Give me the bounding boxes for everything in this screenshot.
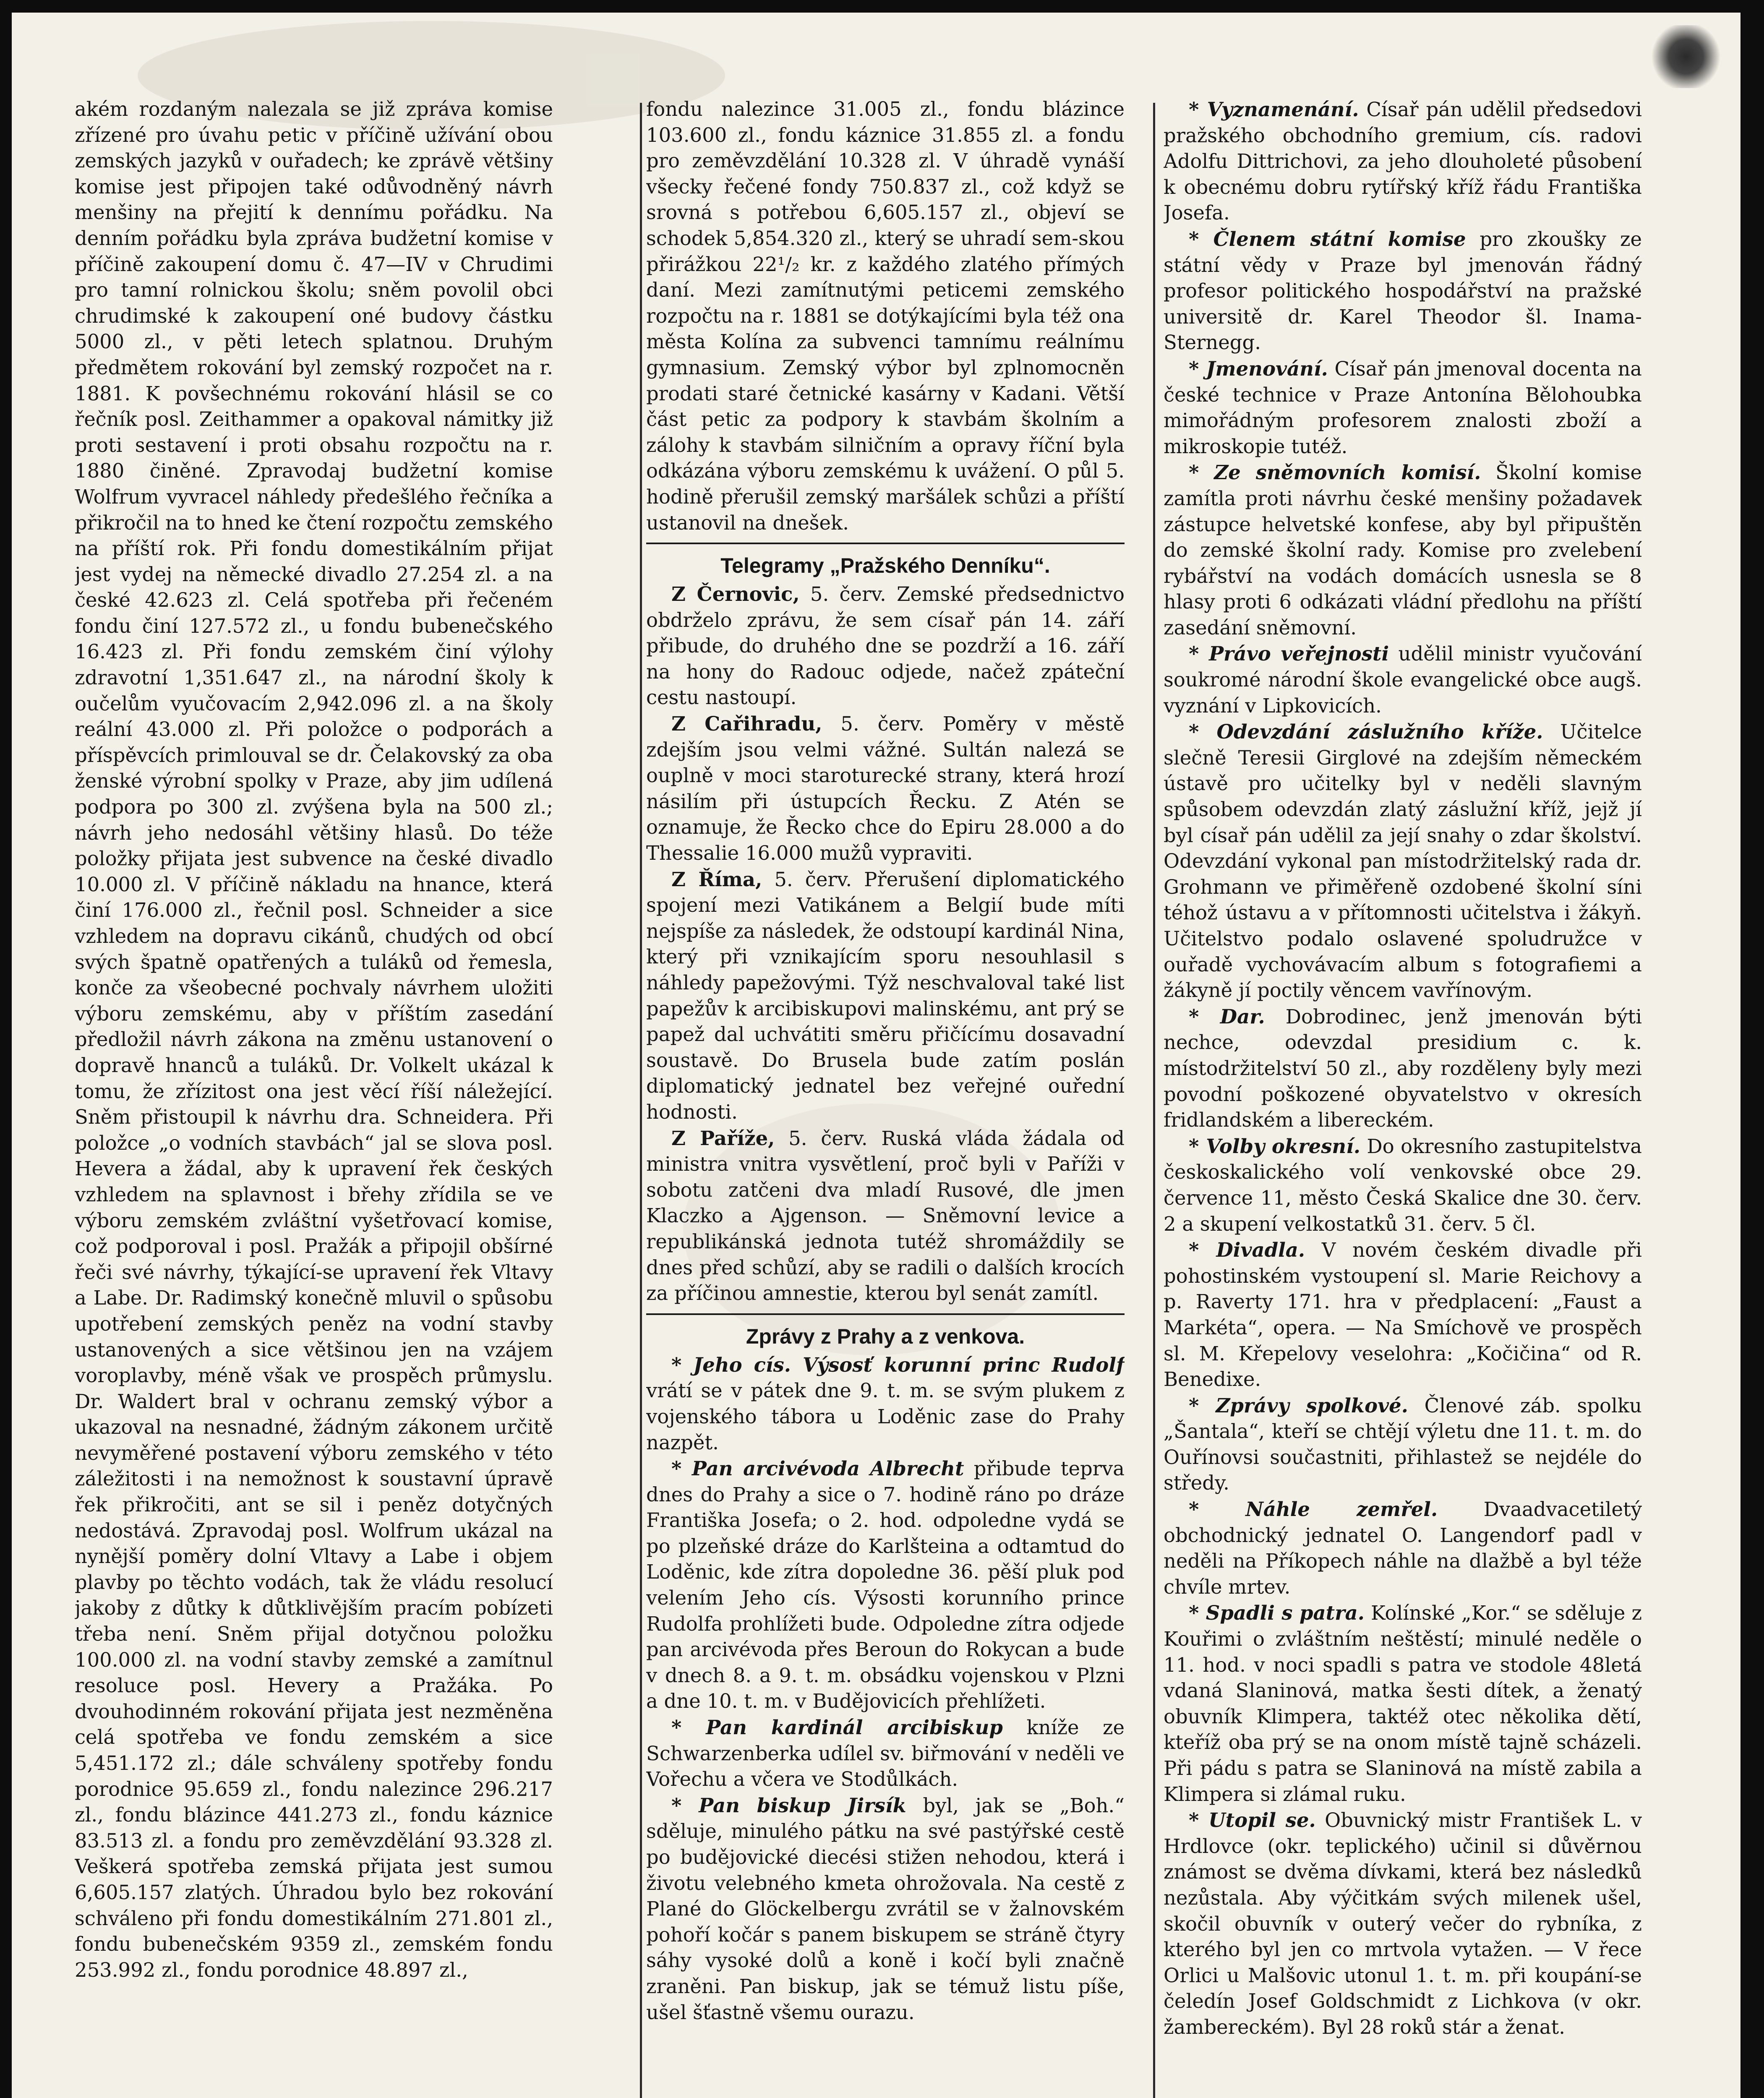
paragraph-lead: * Volby okresní. xyxy=(1189,1134,1361,1158)
paragraph-lead: * Spadli s patra. xyxy=(1189,1601,1365,1625)
section-divider xyxy=(646,543,1125,544)
article-paragraph xyxy=(1164,1393,1642,1496)
article-paragraph xyxy=(646,711,1125,866)
paragraph-lead: * Pan kardinál arcibiskup xyxy=(671,1716,1003,1739)
article-paragraph xyxy=(1164,1496,1642,1600)
paragraph-lead: * Utopil se. xyxy=(1189,1808,1316,1832)
article-paragraph xyxy=(75,97,553,1983)
article-paragraph xyxy=(646,1352,1125,1456)
section-divider xyxy=(646,1313,1125,1315)
paragraph-lead: Z Paříže, xyxy=(671,1126,775,1150)
paragraph-lead: * Náhle zemřel. xyxy=(1189,1498,1438,1521)
paragraph-lead: Z Cařihradu, xyxy=(671,712,822,736)
paragraph-text: 5. červ. Zemské předsednictvo obdrželo zprávu, že sem císař pán 14. září přibude, do druhého dne se pozdrží a 16. září na hony do Radouc odjede, načež zpáteční cestu nastoupí. xyxy=(646,583,1125,709)
article-paragraph xyxy=(646,1714,1125,1793)
paragraph-lead: * Pan biskup Jirsík xyxy=(671,1793,906,1817)
paragraph-lead: * Divadla. xyxy=(1189,1238,1305,1262)
paragraph-text: 5. červ. Poměry v městě zdejším jsou velmi vážné. Sultán nalezá se ouplně v moci staroturecké strany, která hrozí násilím při ústupcích Řecku. Z Atén se oznamuje, že Řecko chce do Epiru 28.000 a do Thessalie 16.000 mužů vypraviti. xyxy=(646,712,1125,865)
newspaper-page xyxy=(12,13,1741,2098)
paragraph-text: Obuvnický mistr František L. v Hrdlovce (okr. teplického) učinil si důvěrnou známost se dvěma dívkami, která bez následků nezůstala. Aby výčitkám svých milenek ušel, skočil obuvník v outerý večer do rybníka, z kterého byl jen co mrtvola vytažen. — V řece Orlici u Malšovic utonul 1. t. m. při koupání-se čeledín Josef Goldschmidt z Lichkova (v okr. žambereckém). Byl 28 roků stár a ženat. xyxy=(1164,1809,1642,2038)
paragraph-text: Dvaadvacetiletý obchodnický jednatel O. Langendorf padl v neděli na Příkopech náhle na dlažbě a byl téže chvíle mrtev. xyxy=(1164,1498,1642,1598)
column-1 xyxy=(75,97,553,2098)
article-paragraph xyxy=(1164,459,1642,641)
paragraph-lead: * Ze sněmovních komisí. xyxy=(1189,461,1481,484)
section-heading: Telegramy „Pražského Denníku“. xyxy=(720,554,1050,578)
paragraph-text: přibude teprva dnes do Prahy a sice o 7. hodině ráno po dráze Františka Josefa; o 2. hod. odpoledne vydá se po plzeňské dráze do Karlšteina a odtamtud do Loděnic, kde zítra dopoledne 36. pěší pluk pod velením Jeho cís. Výsosti korunního prince Rudolfa prohlížeti bude. Odpoledne zítra odjede pan arcivévoda přes Beroun do Rokycan a bude v dnech 8. a 9. t. m. obsádku vojenskou v Plzni a dne 10. t. m. v Budějovicích přehlížeti. xyxy=(646,1457,1125,1713)
article-paragraph xyxy=(1164,1807,1642,2040)
article-paragraph xyxy=(646,866,1125,1125)
paragraph-lead: Z Černovic, xyxy=(671,582,800,606)
article-paragraph xyxy=(1164,1237,1642,1393)
paragraph-lead: * Jmenování. xyxy=(1189,357,1328,380)
article-paragraph xyxy=(646,1456,1125,1714)
paragraph-text: 5. červ. Ruská vláda žádala od ministra vnitra vysvětlení, proč byli v Paříži v sobotu zatčeni dva mladí Rusové, dle jmen Klaczko a Ajgenson. — Sněmovní levice a republikánská jednota tutéž shromáždily se dnes před schůzí, aby se radili o dalších krocích za příčinou amnestie, kterou byl senát zamítl. xyxy=(646,1127,1125,1305)
paragraph-text: byl, jak se „Boh.“ sděluje, minulého pátku na své pastýřské cestě po budějovické diecési stižen nehodou, která i životu velebného kmeta ohrožovala. Na cestě z Plané do Glöckelbergu zvrátil se v žalnovském pohoří kočár s panem biskupem se stráně čtyry sáhy vysoké dolů a koně i kočí byli značně zraněni. Pan biskup, jak se témuž listu píše, ušel šťastně všemu ourazu. xyxy=(646,1794,1125,2024)
paragraph-text: Školní komise zamítla proti návrhu české menšiny požadavek zástupce helvetské konfese, aby byl připuštěn do zemské školní rady. Komise pro zvelebení rybářství na vodách domácích usnesla se 8 hlasy proti 6 odkázati vládní předlohu na příští zasedání sněmovní. xyxy=(1164,461,1642,639)
article-paragraph xyxy=(1164,226,1642,356)
paragraph-text: kníže ze Schwarzenberka udílel sv. biřmování v neděli ve Vořechu a včera ve Stodůlkách. xyxy=(646,1716,1125,1791)
paragraph-lead: * Zprávy spolkové. xyxy=(1189,1393,1408,1417)
paragraph-text: udělil ministr vyučování soukromé národní škole evangelické obce augš. vyznání v Lipkovicích. xyxy=(1164,642,1642,717)
paragraph-lead: * Právo veřejnosti xyxy=(1189,642,1389,665)
paragraph-lead: * Pan arcivévoda Albrecht xyxy=(671,1457,964,1480)
article-paragraph xyxy=(1164,719,1642,1004)
paragraph-text: Členové záb. spolku „Šantala“, kteří se chtějí výletu dne 11. t. m. do Ouřínovsi součastniti, přihlastež se nejdéle do středy. xyxy=(1164,1394,1642,1495)
paragraph-text: Učitelce slečně Teresii Girglové na zdejším německém ústavě pro učitelky byl v neděli slavným spůsobem odevzdán zlatý záslužní kříž, jejž jí byl císař pán udělil za její snahy o zdar školství. Odevzdání vykonal pan místodržitelský rada dr. Grohmann ve přiměřeně ozdobené školní síni téhož ústavu a v přítomnosti učitelstva i žákyň. Učitelstvo podalo oslavené spoludružce v ouřadě vychovávacím album s fotografiemi a žákyně jí poctily věncem vavřínovým. xyxy=(1164,720,1642,1002)
article-paragraph xyxy=(646,1125,1125,1307)
paragraph-lead: * Členem státní komise xyxy=(1189,227,1466,251)
column-2 xyxy=(646,97,1125,2098)
column-rule xyxy=(640,103,642,2098)
paragraph-text: V novém českém divadle při pohostinském vystoupení sl. Marie Reichovy a p. Raverty 171. hra v předplacení: „Faust a Markéta“, opera. — Na Smíchově ve prospěch sl. M. Křepelovy veselohra: „Kočičina“ od R. Benedixe. xyxy=(1164,1239,1642,1391)
paragraph-lead: * Jeho cís. Výsosť korunní princ Rudolf xyxy=(671,1353,1125,1376)
paragraph-text: pro zkoušky ze státní vědy v Praze byl jmenován řádný profesor politického hospodářství na pražské universitě dr. Karel Theodor šl. Inama-Sternegg. xyxy=(1164,227,1642,354)
column-3 xyxy=(1164,97,1642,2098)
paragraph-text: akém rozdaným nalezala se již zpráva komise zřízené pro úvahu petic v příčině užívání obou zemských jazyků v ouřadech; ke zprávě většiny komise jest připojen také odůvodněný návrh menšiny na přejití k dennímu pořádku. Na denním pořádku byla zpráva budžetní komise v příčině zakoupení domu č. 47—IV v Chrudimi pro tamní rolnickou školu; sněm povolil obci chrudimské k zakoupení oné budovy částku 5000 zl., v pěti letech splatnou. Druhým předmětem rokování byl zemský rozpočet na r. 1881. K povšechnému rokování hlásil se co řečník posl. Zeithammer a opakoval námitky již proti sestavení i proti obsahu rozpočtu na r. 1880 činěné. Zpravodaj budžetní komise Wolfrum vyvracel náhledy předešlého řečníka a přikročil na to hned ke čtení rozpočtu zemského na příští rok. Při fondu domestikálním přijat jest vydej na německé divadlo 27.254 zl. a na české 42.623 zl. Celá spotřeba při řečeném fondu činí 127.572 zl., u fondu bubenečského 16.423 zl. Při fondu zemském činí výlohy zdravotní 1,351.647 zl., na národní školy k oučelům vyučovacím 2,942.096 zl. a na školy reální 43.000 zl. Při položce o podporách a příspěvcích primlouval se dr. Čelakovský za oba ženské výrobní spolky v Praze, aby jim udílená podpora po 300 zl. zvýšena byla na 500 zl.; návrh jeho nedosáhl většiny hlasů. Do téže položky přijata jest subvence na české divadlo 10.000 zl. V příčině nákladu na hnance, která činí 176.000 zl., řečnil posl. Schneider a sice vzhledem na dopravu cikánů, chudých od obcí svých špatně opatřených a tuláků od řemesla, konče za všeobecné pochvaly návrhem uložiti výboru zemskému, aby v příštím zasedání předložil návrh zákona na změnu ustanovení o dopravě hnanců a tuláků. Dr. Volkelt ukázal k tomu, že zřízitost ona jest věcí říší náležející. Sněm přistoupil k návrhu dra. Schneidera. Při položce „o vodních stavbách“ jal se slova posl. Hevera a žádal, aby k upravení řek českých vzhledem na splavnost i břehy zřídila se ve výboru zemském zvláštní vyšetřovací komise, což podporoval i posl. Pražák a připojil obšírné řeči své návrhy, týkající-se upravení řek Vltavy a Labe. Dr. Radimský konečně mluvil o spůsobu upotřebení zemských peněz na vodní stavby ustanovených a sice většinou jen na vzájem voroplavby, méně však ve prospěch průmyslu. Dr. Waldert bral v ochranu zemský výbor a ukazoval na nesnadné, žádným zákonem určitě nevyměřené postavení výboru zemského v této záležitosti i na nemožnost k soustavní úpravě řek přikročiti, ant se sil i peněz dotyčných nedostává. Zpravodaj posl. Wolfrum ukázal na nynější poměry dolní Vltavy a Labe i objem plavby po těchto vodách, tak že vládu resolucí jakoby z důtky k důtklivějším pracím pobízeti třeba není. Sněm přijal dotyčnou položku 100.000 zl. na vodní stavby zemské a zamítnul resoluce posl. Hevery a Pražáka. Po dvouhodinném rokování přijata jest nezměněna celá spotřeba ve fondu zemském a sice 5,451.172 zl.; dále schváleny spotřeby fondu porodnice 95.659 zl., fondu nalezince 296.217 zl., fondu blázince 441.273 zl., fondu káznice 83.513 zl. a fondu pro zeměvzdělání 93.328 zl. Veškerá spotřeba zemská přijata jest sumou 6,605.157 zlatých. Úhradou bylo bez rokování schváleno při fondu domestikálním 271.801 zl., fondu bubenečském 9359 zl., zemském fondu 253.992 zl., fondu porodnice 48.897 zl., xyxy=(75,98,553,1981)
article-paragraph xyxy=(646,581,1125,711)
paragraph-text: Císař pán jmenoval docenta na české technice v Praze Antonína Bělohoubka mimořádným profesorem znalosti zboží a mikroskopie tutéž. xyxy=(1164,357,1642,458)
paragraph-lead: * Dar. xyxy=(1189,1005,1265,1028)
paragraph-text: Dobrodinec, jenž jmenován býti nechce, odevzdal presidium c. k. místodržitelství 50 zl., aby rozděleny byly mezi povodní poškozené obyvatelstvo v okresích fridlandském a libereckém. xyxy=(1164,1005,1642,1132)
paragraph-text: Císař pán udělil předsedovi pražského obchodního gremium, cís. radovi Adolfu Dittrichovi, za jeho dlouholeté působení k obecnému dobru rytířský kříž řádu Františka Josefa. xyxy=(1164,98,1642,224)
corner-ink-blot xyxy=(1648,25,1724,88)
article-paragraph xyxy=(1164,641,1642,719)
column-rule xyxy=(1153,103,1155,2098)
paragraph-text: Do okresního zastupitelstva českoskalického volí venkovské obce 29. července 11, město Česká Skalice dne 30. červ. 2 a skupení velkostatků 31. červ. 5 čl. xyxy=(1164,1135,1642,1235)
article-paragraph xyxy=(646,97,1125,536)
paragraph-lead: * Vyznamenání. xyxy=(1189,98,1359,121)
article-paragraph xyxy=(1164,1133,1642,1237)
article-paragraph xyxy=(1164,356,1642,459)
article-paragraph xyxy=(1164,1600,1642,1807)
paragraph-text: fondu nalezince 31.005 zl., fondu blázince 103.600 zl., fondu káznice 31.855 zl. a fondu pro zeměvzdělání 10.328 zl. V úhradě vynáší všecky řečené fondy 750.837 zl., což když se srovná s potřebou 6,605.157 zl., objeví se schodek 5,854.320 zl., který se uhradí sem-skou přirážkou 22¹/₂ kr. z každého zlatého přímých daní. Mezi zamítnutými peticemi zemského rozpočtu na r. 1881 se dotýkajícími byla též ona města Kolína za subvenci tamnímu reálnímu gymnasium. Zemský výbor byl zplnomocněn prodati staré četnické kasárny v Kadani. Větší část petic za podpory k stavbám školním a zálohy k stavbám silničním a opravy říční byla odkázána výboru zemskému k uvážení. O půl 5. hodině přerušil zemský maršálek schůzi a příští ustanovil na dnešek. xyxy=(646,98,1125,534)
section-heading: Zprávy z Prahy a z venkova. xyxy=(746,1324,1025,1348)
paragraph-lead: Z Říma, xyxy=(671,867,762,891)
paragraph-text: vrátí se v pátek dne 9. t. m. se svým plukem z vojenského tábora u Loděnic zase do Prahy nazpět. xyxy=(646,1379,1125,1454)
paragraph-lead: * Odevzdání záslužního kříže. xyxy=(1189,720,1543,744)
paragraph-text: 5. červ. Přerušení diplomatického spojení mezi Vatikánem a Belgií bude míti nejspíše za následek, že odstoupí kardinál Nina, který při vznikajícím sporu nesouhlasil s náhledy papežovými. Týž neschvaloval také list papežův k arcibiskupovi malinskému, ant prý se papež dal uchvátiti směru přičícímu dosavadní soustavě. Do Brusela bude zatím poslán diplomatický jednatel bez veřejné ouřední hodnosti. xyxy=(646,868,1125,1123)
article-paragraph xyxy=(646,1793,1125,2025)
article-paragraph xyxy=(1164,1004,1642,1133)
article-paragraph xyxy=(1164,97,1642,226)
paragraph-text: Kolínské „Kor.“ se sděluje z Kouřimi o zvláštním neštěstí; minulé neděle o 11. hod. v noci spadli s patra ve stodole 48letá vdaná Slaninová, matka šesti dítek, a ženatý obuvník Klimpera, taktéž otec několika dětí, kteříž oba prý se na onom místě tajně scházeli. Při pádu s patra se Slaninová na místě zabila a Klimpera si zlámal ruku. xyxy=(1164,1602,1642,1806)
